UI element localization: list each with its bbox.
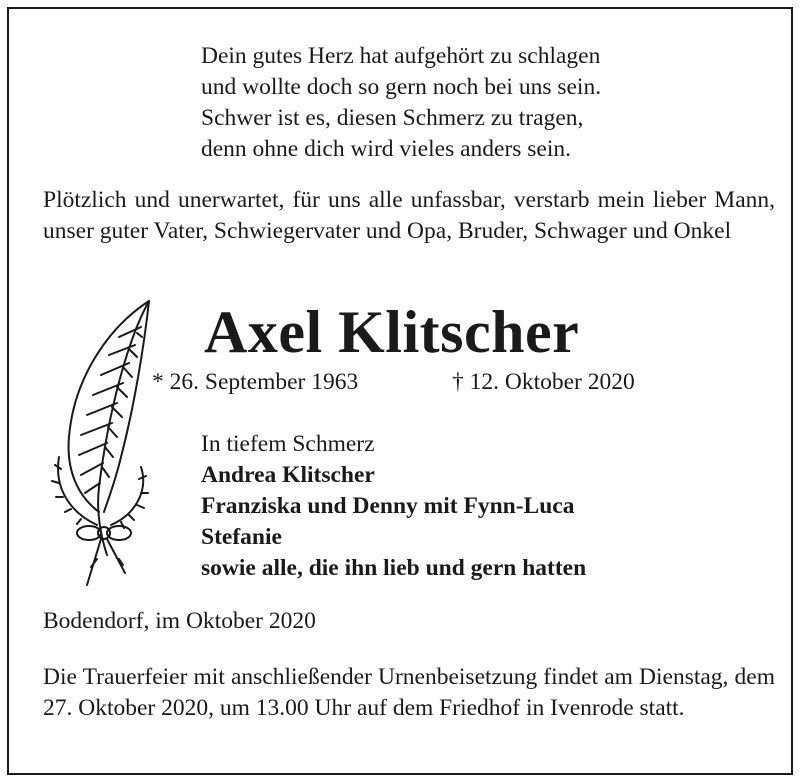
birth-date: * 26. September 1963	[152, 369, 359, 395]
poem-line: und wollte doch so gern noch bei uns sein.	[201, 74, 602, 100]
place-date: Bodendorf, im Oktober 2020	[43, 608, 316, 634]
funeral-notice: Die Trauerfeier mit anschließender Urnenbeisetzung findet am Dienstag, dem 27. Oktober 2020, um 13.00 Uhr auf dem Friedhof in Ivenrode statt.	[43, 664, 775, 721]
mourners-heading: In tiefem Schmerz	[201, 431, 375, 457]
mourner-name: Stefanie	[201, 524, 282, 550]
mourners	[201, 429, 586, 584]
intro-text: Plötzlich und unerwartet, für uns alle unfassbar, verstarb mein lieber Mann, unser guter Vater, Schwiegervater und Opa, Bruder, Schwager und Onkel	[43, 187, 775, 244]
mourner-name: sowie alle, die ihn lieb und gern hatten	[201, 555, 587, 581]
poem-line: Dein gutes Herz hat aufgehört zu schlagen	[201, 43, 601, 69]
deceased-name: Axel Klitscher	[204, 299, 580, 365]
poem	[201, 41, 601, 165]
mourner-name: Franziska und Denny mit Fynn-Luca	[201, 493, 575, 519]
feather-wreath-icon	[49, 297, 157, 589]
poem-line: denn ohne dich wird vieles anders sein.	[201, 136, 572, 162]
poem-line: Schwer ist es, diesen Schmerz zu tragen,	[201, 105, 584, 131]
mourner-name: Andrea Klitscher	[201, 462, 375, 488]
death-date: † 12. Oktober 2020	[452, 369, 635, 395]
obituary-frame	[7, 7, 793, 775]
